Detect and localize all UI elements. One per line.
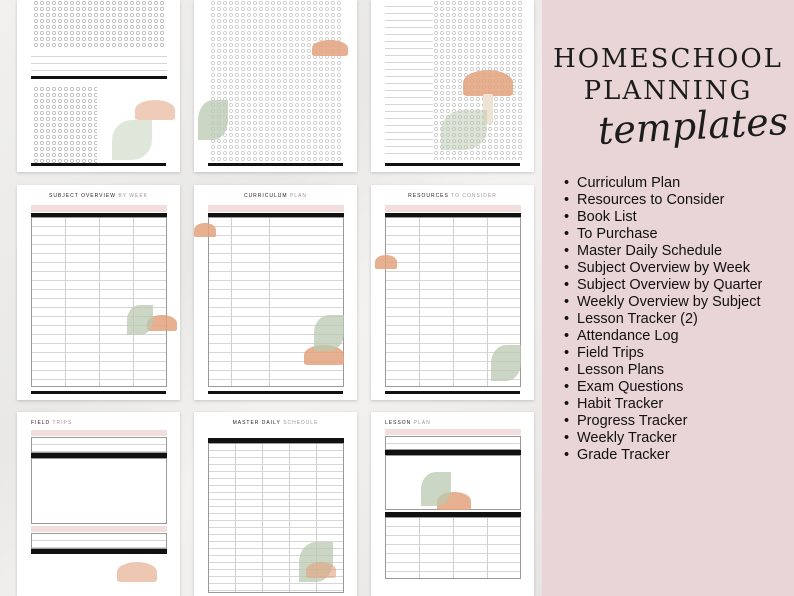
list-item: • Curriculum Plan bbox=[564, 175, 789, 192]
week-grid bbox=[31, 217, 167, 387]
trip-details bbox=[31, 437, 167, 453]
leaf-decoration bbox=[421, 472, 451, 506]
template-lesson-plan bbox=[371, 412, 534, 596]
list-item: • Progress Tracker bbox=[564, 413, 789, 430]
template-subject-overview-by-week bbox=[17, 185, 180, 400]
panel-title-script: templates bbox=[596, 99, 790, 153]
leaf-decoration bbox=[441, 110, 487, 150]
info-band bbox=[385, 205, 521, 212]
list-item: • Master Daily Schedule bbox=[564, 243, 789, 260]
sheet-title: SUBJECT OVERVIEW BY WEEK bbox=[48, 193, 149, 199]
list-item: • Weekly Overview by Subject bbox=[564, 294, 789, 311]
template-progress-tracker bbox=[371, 0, 534, 172]
mushroom-cap bbox=[135, 100, 175, 120]
sheet-title: LESSON PLAN bbox=[385, 420, 431, 426]
mushroom-cap bbox=[463, 70, 513, 96]
mushroom-cap bbox=[312, 40, 348, 56]
panel-title-line2: PLANNING bbox=[583, 76, 753, 106]
footer-bar bbox=[385, 391, 520, 394]
list-item: • Resources to Consider bbox=[564, 192, 789, 209]
sheet-title: CURRICULUM PLAN bbox=[243, 193, 308, 199]
leaf-decoration bbox=[491, 345, 521, 381]
habit-dot-grid bbox=[33, 0, 165, 48]
leaf-decoration bbox=[198, 100, 228, 140]
list-item: • Exam Questions bbox=[564, 379, 789, 396]
template-master-daily-schedule bbox=[194, 412, 357, 596]
list-item: • Habit Tracker bbox=[564, 396, 789, 413]
mushroom-cap bbox=[306, 562, 336, 578]
leaf-decoration bbox=[112, 120, 152, 160]
template-curriculum-plan bbox=[194, 185, 357, 400]
info-band-2 bbox=[31, 526, 167, 532]
info-band bbox=[385, 429, 521, 435]
panel-title-line1: HOMESCHOOL bbox=[553, 44, 783, 74]
list-item: • To Purchase bbox=[564, 226, 789, 243]
footer-bar bbox=[385, 163, 520, 166]
template-grade-tracker bbox=[194, 0, 357, 172]
list-item: • Lesson Tracker (2) bbox=[564, 311, 789, 328]
habit-lines bbox=[31, 50, 167, 74]
footer-bar bbox=[208, 391, 343, 394]
grade-dot-grid bbox=[210, 0, 342, 162]
footer-bar bbox=[31, 391, 166, 394]
sheet-title: MASTER DAILY SCHEDULE bbox=[232, 420, 319, 426]
mushroom-cap bbox=[194, 223, 216, 237]
lesson-details bbox=[385, 436, 521, 450]
sheet-title: FIELD TRIPS bbox=[31, 420, 73, 426]
list-item: • Subject Overview by Quarter bbox=[564, 277, 789, 294]
materials-grid bbox=[385, 517, 521, 579]
habit-dot-grid-2 bbox=[33, 86, 97, 164]
info-band bbox=[31, 430, 167, 436]
mushroom-cap bbox=[375, 255, 397, 269]
notes-bar-2 bbox=[31, 549, 167, 554]
feature-panel bbox=[542, 0, 794, 596]
info-band bbox=[31, 205, 167, 212]
list-item: • Field Trips bbox=[564, 345, 789, 362]
leaf-decoration bbox=[314, 315, 344, 351]
list-item: • Lesson Plans bbox=[564, 362, 789, 379]
list-item: • Attendance Log bbox=[564, 328, 789, 345]
list-item: • Subject Overview by Week bbox=[564, 260, 789, 277]
notes-area bbox=[31, 458, 167, 524]
template-list bbox=[564, 175, 789, 464]
footer-bar bbox=[208, 163, 343, 166]
list-item: • Weekly Tracker bbox=[564, 430, 789, 447]
template-field-trips bbox=[17, 412, 180, 596]
info-band bbox=[208, 205, 344, 212]
sheet-title: RESOURCES TO CONSIDER bbox=[408, 193, 497, 199]
template-resources-to-consider bbox=[371, 185, 534, 400]
list-item: • Grade Tracker bbox=[564, 447, 789, 464]
progress-lines bbox=[385, 0, 433, 160]
template-habit-tracker bbox=[17, 0, 180, 172]
mushroom-cap bbox=[117, 562, 157, 582]
header-bar bbox=[31, 76, 167, 79]
leaf-decoration bbox=[127, 305, 153, 335]
trip-details-2 bbox=[31, 533, 167, 549]
footer-bar bbox=[31, 163, 166, 166]
list-item: • Book List bbox=[564, 209, 789, 226]
